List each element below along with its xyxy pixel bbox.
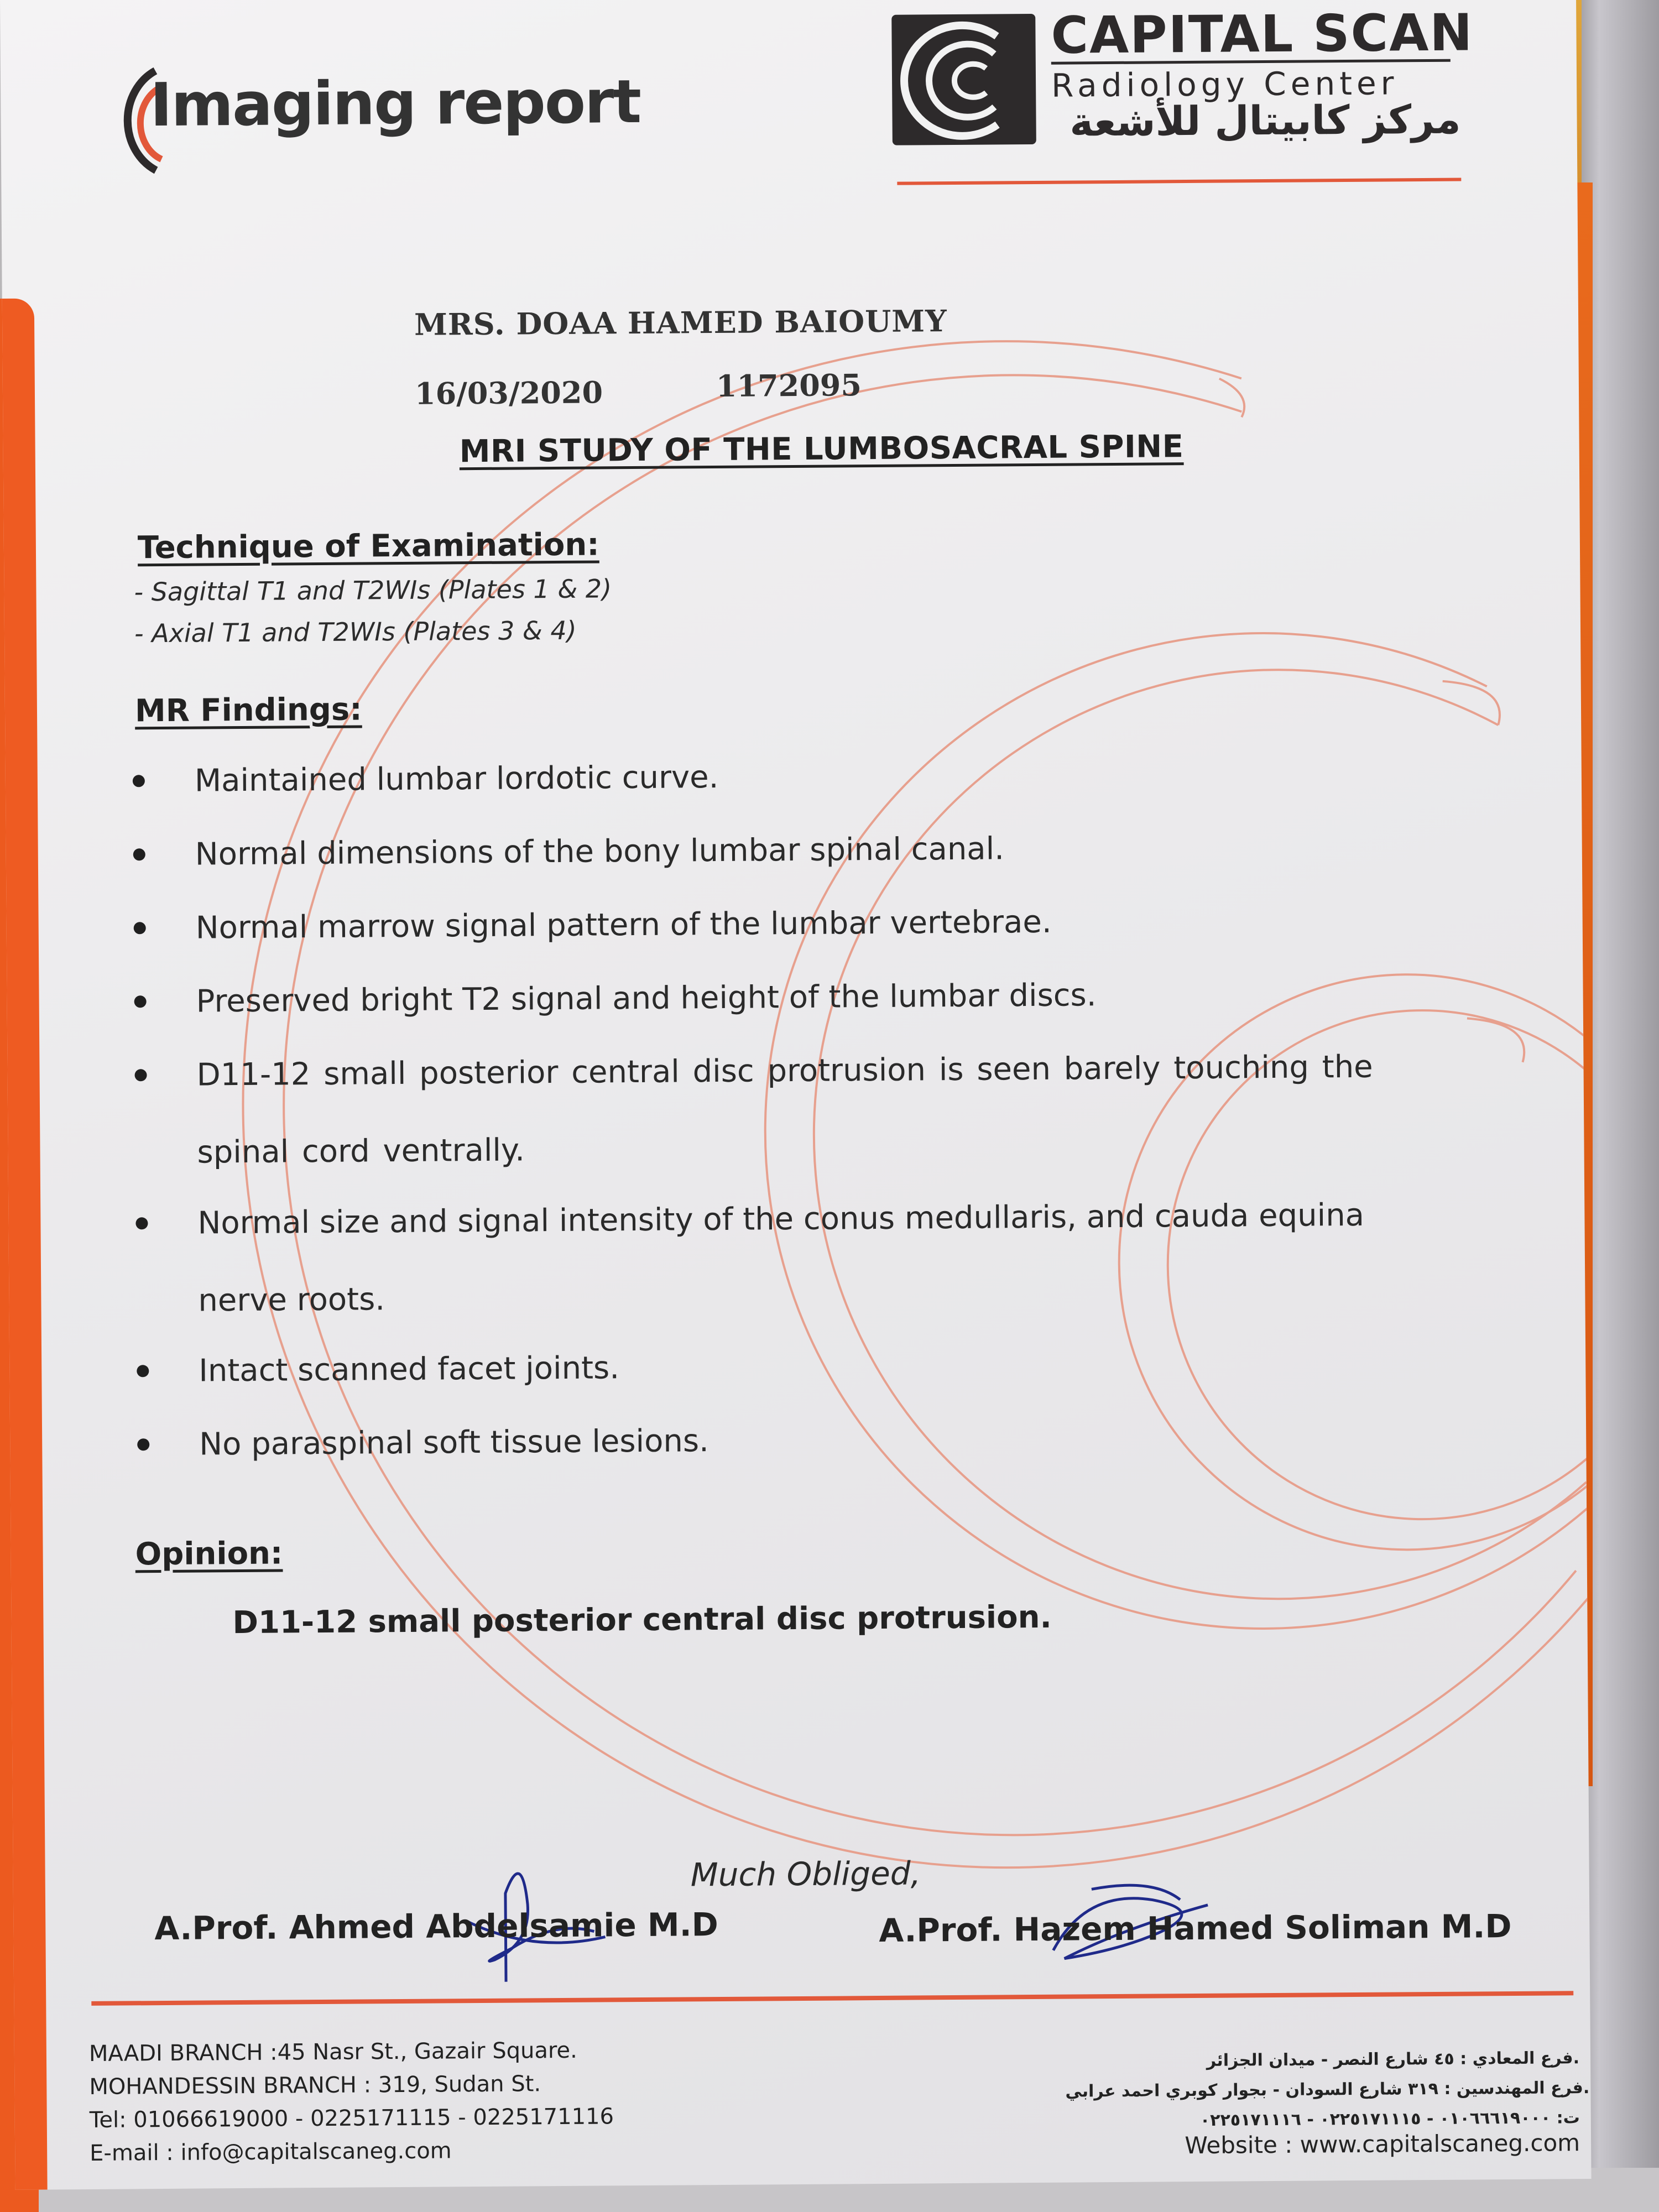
footer-website[interactable]: Website : www.capitalscaneg.com [1185,2129,1580,2159]
bullet-icon [135,1217,148,1229]
bullet-icon [133,848,145,860]
footer-tel: Tel: 01066619000 - 0225171115 - 0225171116 [89,2104,614,2133]
footer-email[interactable]: E-mail : info@capitalscaneg.com [90,2138,452,2166]
footer-arabic-tel: ت: ٠١٠٦٦٦١٩٠٠٠ - ٠٢٢٥١٧١١١٥ - ٠٢٢٥١٧١١١٦ [1199,2108,1580,2130]
technique-line: - Axial T1 and T2WIs (Plates 3 & 4) [134,615,577,649]
footer-maadi: MAADI BRANCH :45 Nasr St., Gazair Square. [88,2037,577,2067]
technique-line: - Sagittal T1 and T2WIs (Plates 1 & 2) [134,573,612,607]
bullet-icon [135,1069,147,1081]
bullet-icon [134,922,146,934]
radiologist-right: A.Prof. Hazem Hamed Soliman M.D [879,1907,1512,1949]
study-title: MRI STUDY OF THE LUMBOSACRAL SPINE [459,429,1184,470]
bullet-icon [133,775,145,787]
imaging-report-label: Imaging report [149,67,641,140]
finding-text: No paraspinal soft tissue lesions. [199,1423,709,1463]
opinion-text: D11-12 small posterior central disc protrusion. [232,1599,1052,1641]
finding-text: D11-12 small posterior central disc protrusion is seen barely touching the [196,1048,1373,1093]
center-subtitle: Radiology Center [1051,59,1451,105]
bullet-icon [134,995,147,1008]
study-date: 16/03/2020 [414,374,603,411]
footer-arabic-mohandessin: فرع المهندسين : ٣١٩ شارع السودان - بجوار كوبري احمد عرابي. [1065,2078,1590,2101]
findings-heading: MR Findings: [134,691,362,729]
patient-name: MRS. DOAA HAMED BAIOUMY [414,303,947,342]
finding-text-continued: spinal cord ventrally. [197,1132,525,1171]
finding-text: Maintained lumbar lordotic curve. [194,759,719,799]
patient-id: 1172095 [716,367,862,404]
footer-contact-english [89,2033,614,2170]
footer-contact-arabic [1065,2043,1590,2136]
finding-text-continued: nerve roots. [198,1281,385,1319]
opinion-heading: Opinion: [135,1535,283,1573]
bullet-icon [137,1365,149,1377]
technique-heading: Technique of Examination: [137,526,599,566]
footer-mohandessin: MOHANDESSIN BRANCH : 319, Sudan St. [89,2071,541,2100]
finding-text: Normal marrow signal pattern of the lumbar vertebrae. [195,904,1052,946]
footer-arabic-maadi: فرع المعادي : ٤٥ شارع النصر - ميدان الجزائر. [1206,2048,1580,2070]
capital-scan-logo-icon [891,14,1036,145]
finding-text: Normal dimensions of the bony lumbar spinal canal. [195,831,1005,873]
center-name: CAPITAL SCAN [1051,3,1474,65]
closing-line: Much Obliged, [690,1854,921,1894]
finding-text: Preserved bright T2 signal and height of the lumbar discs. [196,977,1097,1020]
bullet-icon [137,1438,149,1451]
finding-text: Normal size and signal intensity of the conus medullaris, and cauda equina [197,1197,1365,1241]
finding-text: Intact scanned facet joints. [199,1350,620,1389]
radiologist-left: A.Prof. Ahmed Abdelsamie M.D [154,1906,719,1948]
center-name-arabic: مركز كابيتال للأشعة [1070,96,1461,145]
